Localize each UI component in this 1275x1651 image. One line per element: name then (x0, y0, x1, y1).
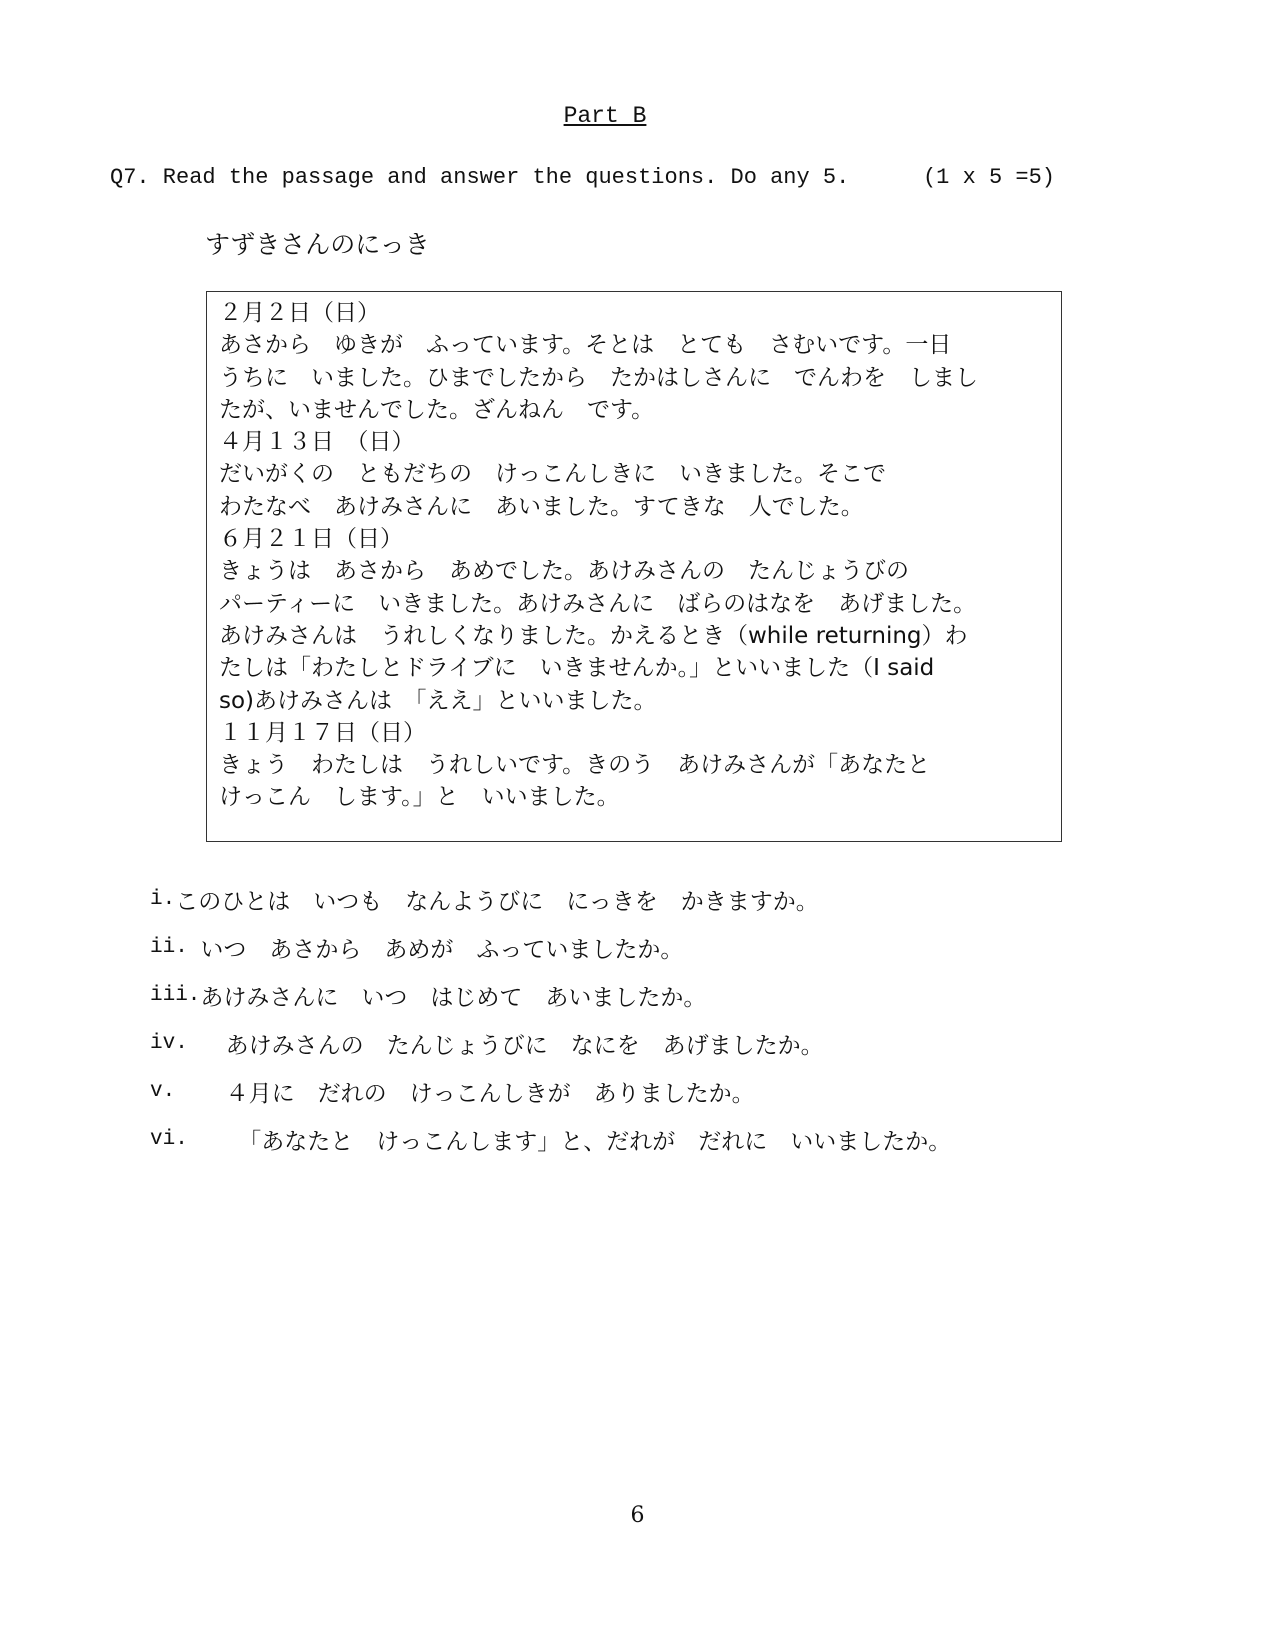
question-item (150, 1115, 1150, 1163)
question-item (150, 1019, 1150, 1067)
diary-line: たが、いませんでした。ざんねん です。 (219, 396, 655, 423)
question-number: ii. (150, 935, 201, 959)
question-text: このひとは いつも なんようびに にっきを かきますか。 (175, 888, 819, 915)
diary-line: うちに いました。ひまでしたから たかはしさんに でんわを しまし (219, 364, 978, 391)
question-marks: (1 x 5 =5) (922, 165, 1055, 190)
diary-line: あさから ゆきが ふっています。そとは とても さむいです。一日 (219, 332, 952, 359)
question-text: あけみさんの たんじょうびに なにを あげましたか。 (225, 1032, 824, 1059)
diary-line: ６月２１日（日） (219, 526, 403, 553)
question-number: iv. (150, 1031, 226, 1055)
diary-title: すずきさんのにっき (205, 230, 430, 259)
diary-line: あけみさんは うれしくなりました。かえるとき（while returning）わ (219, 622, 968, 649)
question-item (150, 923, 1150, 971)
diary-line: たしは「わたしとドライブに いきませんか。」といいました（I said (219, 655, 935, 682)
question-text: Q7. Read the passage and answer the questions. Do any 5. (110, 165, 850, 190)
diary-line: １１月１７日（日） (219, 719, 426, 746)
question-item (150, 971, 1150, 1019)
diary-passage-box (206, 291, 1062, 842)
question-header (110, 165, 1055, 190)
part-title: Part B (563, 103, 647, 129)
question-item (150, 875, 1150, 923)
diary-line: ４月１３日 （日） (219, 429, 415, 456)
diary-line: きょう わたしは うれしいです。きのう あけみさんが「あなたと (219, 752, 931, 779)
question-list (150, 875, 1150, 1163)
page-number: 6 (630, 1503, 645, 1528)
question-number: vi. (150, 1127, 239, 1151)
question-number: iii. (150, 983, 201, 1007)
diary-line: パーティーに いきました。あけみさんに ばらのはなを あげました。 (219, 590, 977, 617)
question-text: あけみさんに いつ はじめて あいましたか。 (200, 984, 707, 1011)
diary-line: きょうは あさから あめでした。あけみさんの たんじょうびの (219, 558, 909, 585)
diary-line: so)あけみさんは 「ええ」といいました。 (219, 687, 657, 714)
question-number: v. (150, 1079, 226, 1103)
diary-line: けっこん します。」と いいました。 (219, 784, 620, 811)
question-number: i. (150, 887, 176, 911)
question-text: いつ あさから あめが ふっていましたか。 (200, 936, 684, 963)
question-text: ４月に だれの けっこんしきが ありましたか。 (225, 1080, 755, 1107)
diary-line: ２月２日（日） (219, 300, 380, 326)
diary-line: だいがくの ともだちの けっこんしきに いきました。そこで (219, 461, 886, 488)
question-text: 「あなたと けっこんします」と、だれが だれに いいましたか。 (238, 1128, 952, 1155)
diary-line: わたなべ あけみさんに あいました。すてきな 人でした。 (219, 493, 864, 520)
question-item (150, 1067, 1150, 1115)
